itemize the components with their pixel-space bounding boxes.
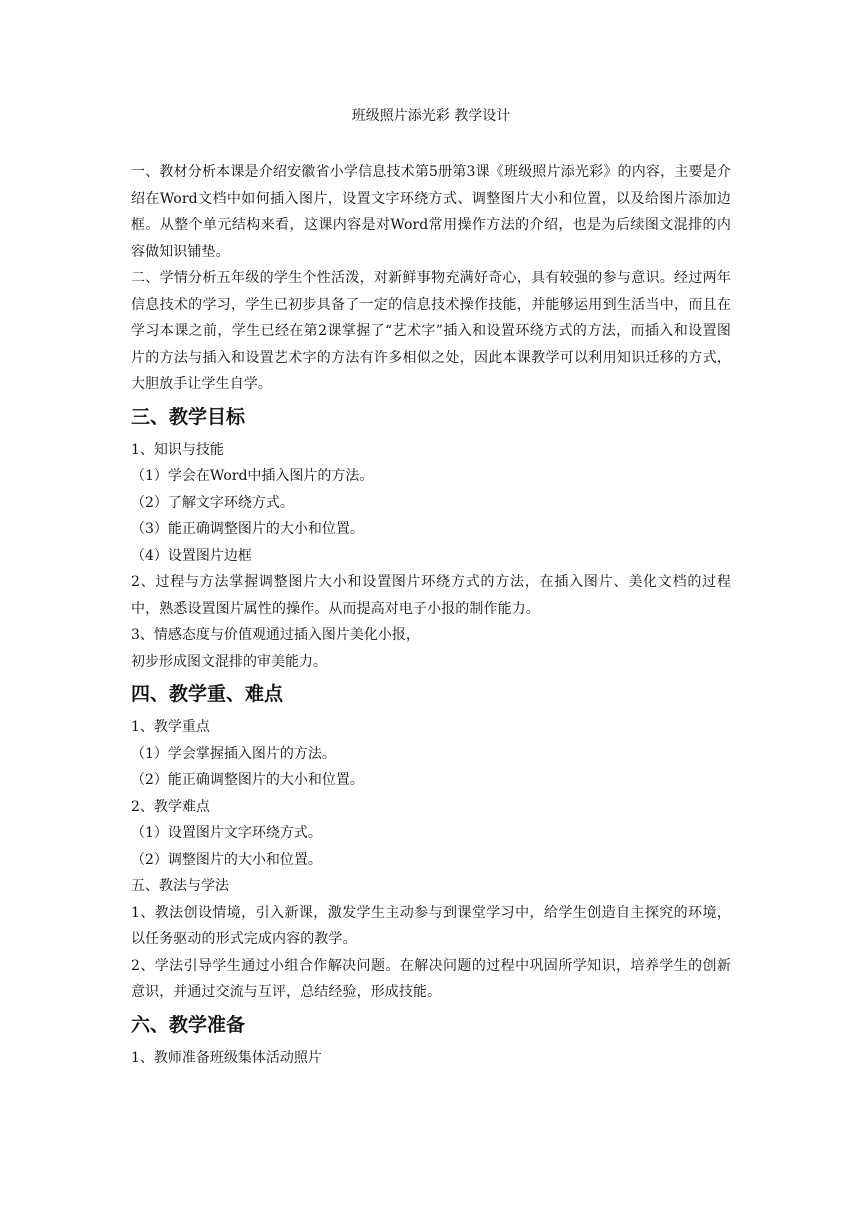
list-item: （3）能正确调整图片的大小和位置。: [131, 521, 364, 537]
textbook-analysis-paragraph: 一、教材分析本课是介绍安徽省小学信息技术第5册第3课《班级照片添光彩》的内容，主要是介绍在Word文档中如何插入图片，设置文字环绕方式、调整图片大小和位置，以及给图片添加边框。从整个单元结构来看，这课内容是对Word常用操作方法的介绍，也是为后续图文混排的内容做知识铺垫。: [131, 164, 731, 260]
teaching-method-paragraph: 1、教法创设情境，引入新课，激发学生主动参与到课堂学习中，给学生创造自主探究的环境，以任务驱动的形式完成内容的教学。: [131, 904, 731, 947]
list-item: 初步形成图文混排的审美能力。: [131, 653, 327, 670]
list-item: 3、情感态度与价值观通过插入图片美化小报，: [131, 627, 420, 643]
teaching-methods-subheading: 五、教法与学法: [131, 878, 229, 894]
document-title: 班级照片添光彩 教学设计: [351, 108, 511, 124]
list-item: 1、教学重点: [131, 719, 210, 735]
key-difficult-points-heading: 四、教学重、难点: [131, 683, 284, 705]
list-item: （1）设置图片文字环绕方式。: [131, 825, 322, 841]
list-item: （4）设置图片边框: [131, 547, 252, 564]
list-item: （2）调整图片的大小和位置。: [131, 851, 322, 868]
student-analysis-paragraph: 二、学情分析五年级的学生个性活泼，对新鲜事物充满好奇心，具有较强的参与意识。经过两年信息技术的学习，学生已初步具备了一定的信息技术操作技能，并能够运用到生活当中，而且在学习本课之前，学生已经在第2课掌握了“艺术字”插入和设置环绕方式的方法，而插入和设置图片的方法与插入和设置艺术字的方法有许多相似之处，因此本课教学可以利用知识迁移的方式，大胆放手让学生自学。: [131, 270, 731, 392]
teaching-preparation-heading: 六、教学准备: [131, 1013, 246, 1036]
list-item: （2）能正确调整图片的大小和位置。: [131, 772, 364, 788]
teaching-goals-heading: 三、教学目标: [131, 405, 246, 428]
learning-method-paragraph: 2、学法引导学生通过小组合作解决问题。在解决问题的过程中巩固所学知识，培养学生的创新意识，并通过交流与互评，总结经验，形成技能。: [131, 957, 731, 1000]
list-item: 1、知识与技能: [131, 441, 224, 458]
list-item: （2）了解文字环绕方式。: [131, 494, 294, 511]
list-item: （1）学会在Word中插入图片的方法。: [131, 468, 374, 484]
list-item: 2、教学难点: [131, 798, 210, 815]
document-body: [131, 106, 731, 1071]
list-item: 1、教师准备班级集体活动照片: [131, 1049, 322, 1066]
list-item: （1）学会掌握插入图片的方法。: [131, 745, 336, 762]
process-method-paragraph: 2、过程与方法掌握调整图片大小和设置图片环绕方式的方法，在插入图片、美化文档的过程中，熟悉设置图片属性的操作。从而提高对电子小报的制作能力。: [131, 574, 731, 617]
